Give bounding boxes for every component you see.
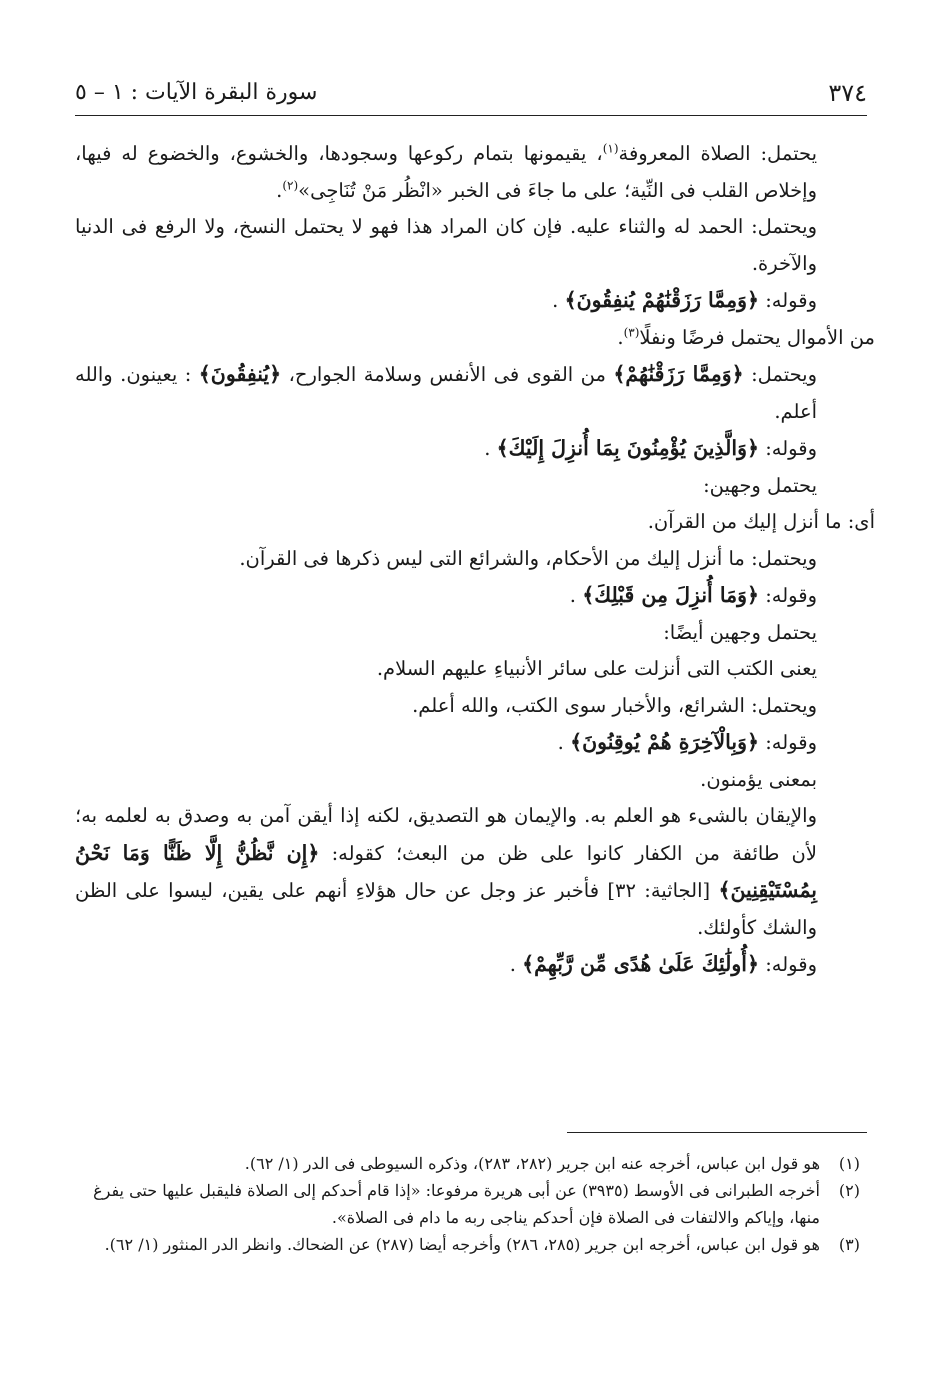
paragraph-7 (75, 468, 875, 505)
paragraph-4 (75, 320, 875, 357)
paragraph-9 (75, 541, 875, 578)
header-rule (75, 115, 867, 116)
text: وقوله: (765, 437, 817, 460)
paragraph-11 (75, 615, 875, 652)
quran-verse: ﴿وَبِالْآخِرَةِ هُمْ يُوقِنُونَ﴾ (570, 730, 760, 754)
paragraph-8 (75, 504, 875, 541)
main-text (75, 136, 875, 984)
footnote-ref-3[interactable]: (٣) (623, 325, 640, 339)
paragraph-12 (75, 651, 875, 688)
text: وقوله: (765, 953, 817, 976)
text: وقوله: (765, 289, 817, 312)
text: بمعنى يؤمنون. (700, 767, 817, 791)
paragraph-10 (75, 577, 875, 615)
text: وقوله: (765, 584, 817, 607)
paragraph-14 (75, 724, 875, 762)
page-header (75, 70, 867, 116)
text: ، يقيمونها بتمام ركوعها وسجودها، والخشوع، والخضوع له فيها، وإخلاص القلب فى النِّية؛ على ما جاءَ فى الخبر «انْظُر مَنْ تُنَاجِى» (75, 142, 817, 202)
page-number: ٣٧٤ (828, 79, 867, 107)
quran-verse: ﴿وَالَّذِينَ يُؤْمِنُونَ بِمَا أُنزِلَ إِلَيْكَ﴾ (496, 436, 760, 460)
text: ويحتمل: (751, 363, 818, 386)
text: . (557, 731, 564, 754)
paragraph-6 (75, 430, 875, 468)
paragraph-16 (75, 798, 875, 946)
text: ويحتمل: ما أنزل إليك من الأحكام، والشرائع التى ليس ذكرها فى القرآن. (239, 546, 817, 570)
text: ويحتمل: الشرائع، والأخبار سوى الكتب، والله أعلم. (412, 693, 817, 717)
paragraph-13 (75, 688, 875, 725)
quran-verse: ﴿إِن نَّظُنُّ إِلَّا ظَنًّا وَمَا نَحْنُ بِمُسْتَيْقِنِينَ﴾ (75, 840, 818, 902)
quran-verse: ﴿وَمِمَّا رَزَقْنَٰهُمْ﴾ (613, 362, 744, 386)
quran-verse: ﴿أُولَٰئِكَ عَلَىٰ هُدًى مِّن رَّبِّهِمْ﴾ (522, 952, 760, 976)
footnote-ref-1[interactable]: (١) (602, 141, 619, 156)
text: من الأموال يحتمل فرضًا ونفلًا (639, 325, 875, 349)
footnote-number: (٢) (838, 1181, 860, 1200)
text: من القوى فى الأنفس وسلامة الجوارح، (288, 363, 606, 386)
text: ويحتمل: الحمد له والثناء عليه. فإن كان المراد هذا فهو لا يحتمل النسخ، ولا الرفع فى الدنيا والآخرة. (75, 215, 817, 275)
quran-verse: ﴿وَمَا أُنزِلَ مِن قَبْلِكَ﴾ (582, 583, 760, 607)
running-title: سورة البقرة الآيات : ١ – ٥ (75, 80, 318, 105)
paragraph-15 (75, 762, 875, 799)
text: : يعينون. والله أعلم. (75, 363, 817, 423)
paragraph-2 (75, 209, 875, 282)
footnote-text: هو قول ابن عباس، أخرجه عنه ابن جرير (٢٨٢، ٢٨٣)، وذكره السيوطى فى الدر (١/ ٦٢). (244, 1154, 820, 1173)
quran-verse: ﴿يُنفِقُونَ﴾ (198, 362, 282, 386)
quran-verse: ﴿وَمِمَّا رَزَقْنَٰهُمْ يُنفِقُونَ﴾ (564, 288, 760, 312)
footnote-3 (80, 1231, 860, 1258)
footnote-text: أخرجه الطبرانى فى الأوسط (٣٩٣٥) عن أبى هريرة مرفوعا: «إذا قام أحدكم إلى الصلاة فليقبل عليها حتى يفرغ منها، وإياكم والالتفات فى الصلاة فإن أحدكم يناجى ربه ما دام فى الصلاة». (93, 1181, 820, 1227)
text: والإيقان بالشىء هو العلم به. والإيمان هو التصديق، لكنه إذا أيقن آمن به وصدق به لعلمه به؛ لأن طائفة من الكفار كانوا على ظن من البعث؛ كقوله: (75, 804, 817, 865)
footnote-number: (٣) (838, 1235, 860, 1254)
footnote-rule (567, 1132, 867, 1133)
text: يحتمل وجهين أيضًا: (663, 620, 817, 644)
footnote-1 (80, 1150, 860, 1177)
text: يحتمل: الصلاة المعروفة (618, 142, 818, 165)
text: . (276, 178, 283, 202)
text: . (484, 437, 491, 460)
text: وقوله: (765, 731, 817, 754)
paragraph-3 (75, 282, 875, 320)
text: . (552, 289, 559, 312)
footnote-number: (١) (838, 1154, 860, 1173)
text: يحتمل وجهين: (703, 473, 817, 497)
text: أى: ما أنزل إليك من القرآن. (647, 510, 875, 533)
text: . (569, 584, 576, 607)
footnote-text: هو قول ابن عباس، أخرجه ابن جرير (٢٨٥، ٢٨٦) وأخرجه أيضا (٢٨٧) عن الضحاك. وانظر الدر المنثور (١/ ٦٢). (104, 1235, 820, 1254)
paragraph-1 (75, 136, 875, 209)
footnotes (80, 1150, 860, 1258)
paragraph-17 (75, 946, 875, 984)
footnote-ref-2[interactable]: (٢) (282, 178, 299, 192)
text: [الجاثية: ٣٢] فأخبر عز وجل عن حال هؤلاءِ أنهم على يقين، ليسوا على الظن والشك كأولئك. (75, 879, 817, 939)
text: . (509, 953, 516, 976)
paragraph-5 (75, 356, 875, 430)
text: . (617, 325, 624, 349)
text: يعنى الكتب التى أنزلت على سائر الأنبياءِ عليهم السلام. (376, 657, 817, 680)
footnote-2 (80, 1177, 860, 1231)
